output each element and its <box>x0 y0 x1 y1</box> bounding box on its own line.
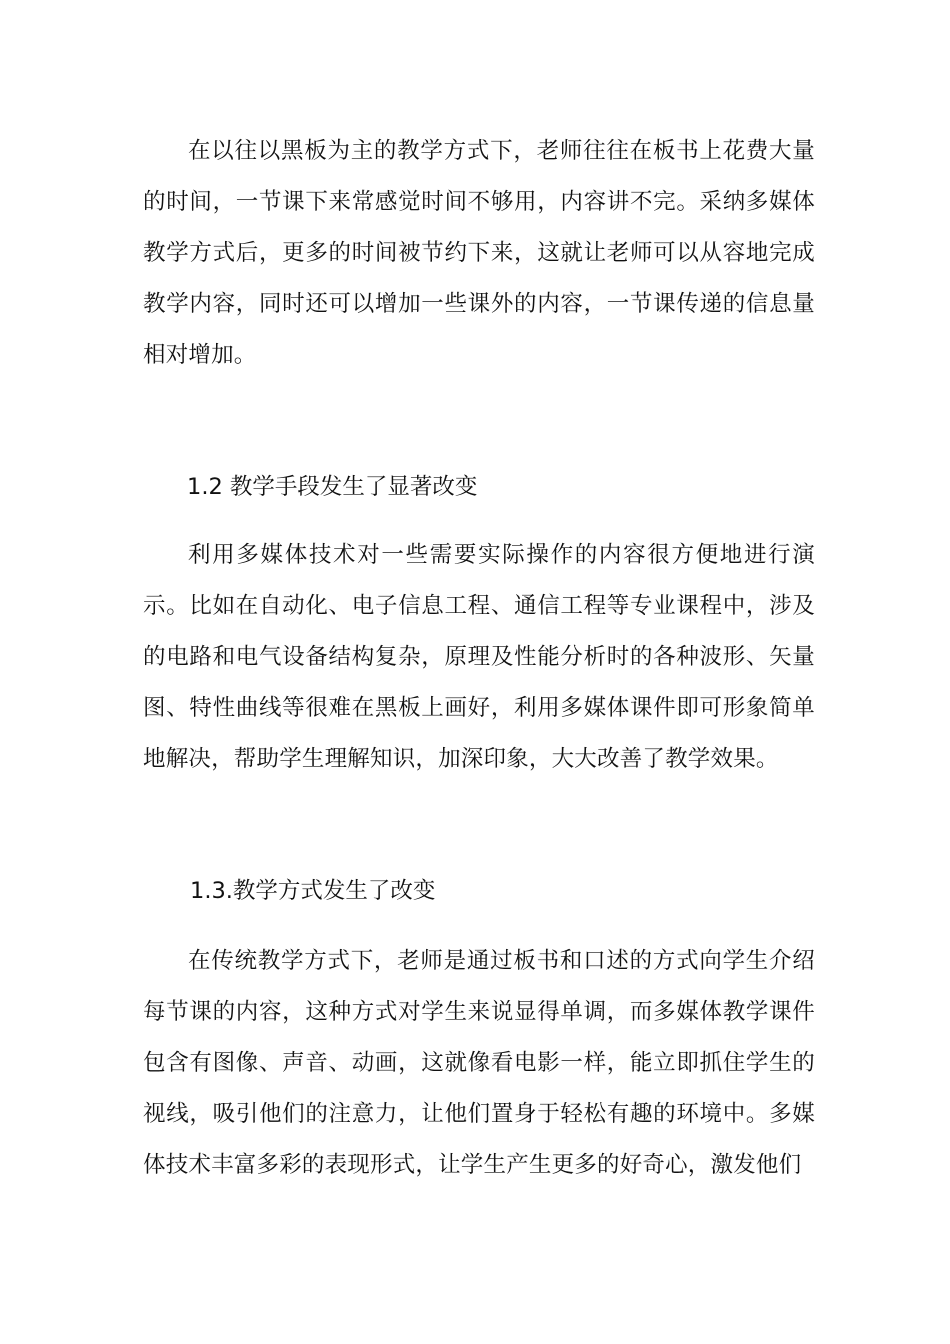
paragraph-teaching-method: 在传统教学方式下，老师是通过板书和口述的方式向学生介绍每节课的内容，这种方式对学生来说显得单调，而多媒体教学课件包含有图像、声音、动画，这就像看电影一样，能立即抓住学生的视线，吸引他们的注意力，让他们置身于轻松有趣的环境中。多媒体技术丰富多彩的表现形式，让学生产生更多的好奇心，激发他们 <box>143 948 815 1178</box>
section-heading-1-3: 1.3.教学方式发生了改变 <box>190 878 436 904</box>
paragraph-time-saving: 在以往以黑板为主的教学方式下，老师往往在板书上花费大量的时间，一节课下来常感觉时间不够用，内容讲不完。采纳多媒体教学方式后，更多的时间被节约下来，这就让老师可以从容地完成教学内容，同时还可以增加一些课外的内容，一节课传递的信息量相对增加。 <box>143 138 815 368</box>
paragraph-teaching-means: 利用多媒体技术对一些需要实际操作的内容很方便地进行演示。比如在自动化、电子信息工程、通信工程等专业课程中，涉及的电路和电气设备结构复杂，原理及性能分析时的各种波形、矢量图、特性曲线等很难在黑板上画好，利用多媒体课件即可形象简单地解决，帮助学生理解知识，加深印象，大大改善了教学效果。 <box>143 542 815 772</box>
section-heading-1-2: 1.2 教学手段发生了显著改变 <box>187 474 478 500</box>
